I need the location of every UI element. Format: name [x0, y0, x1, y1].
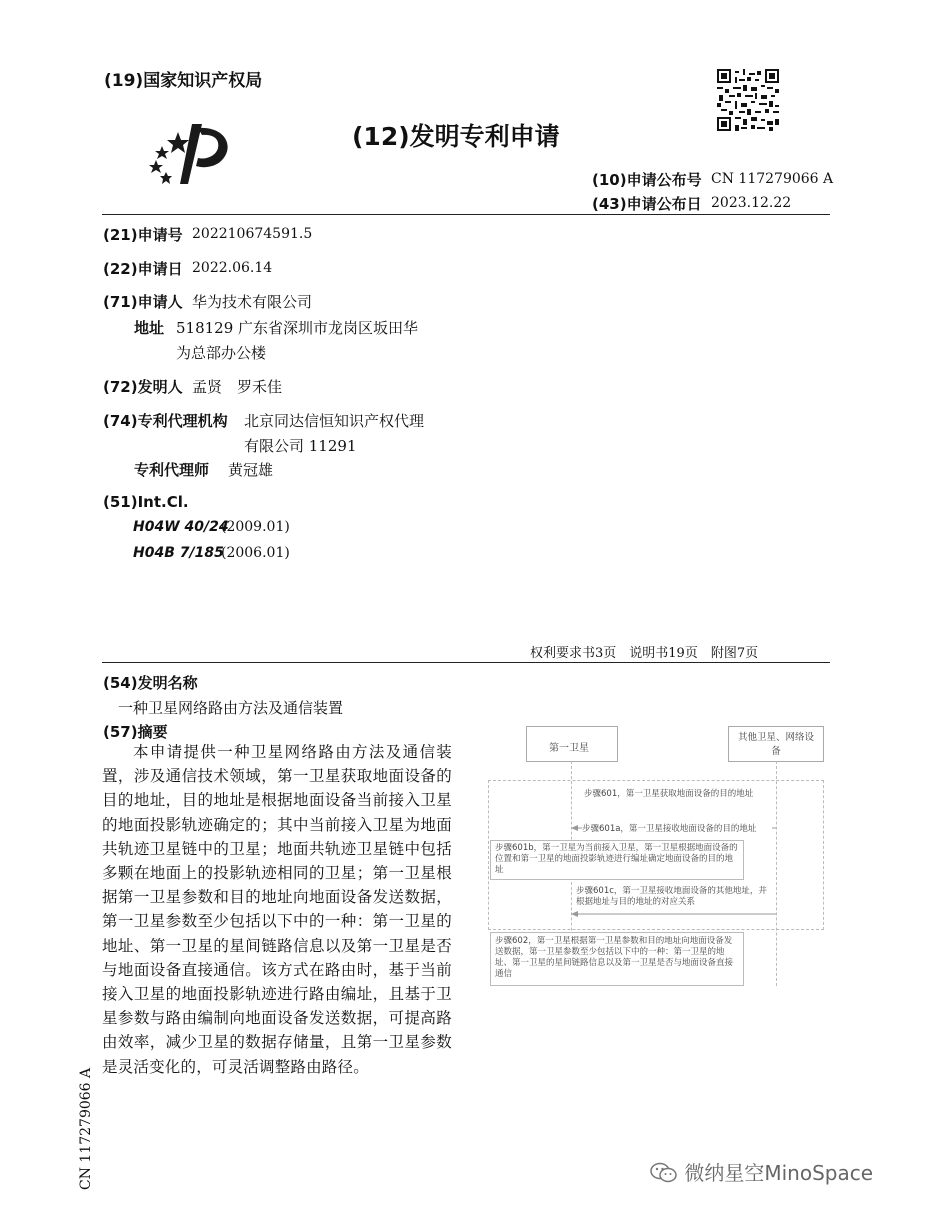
entity-box-first-satellite: [526, 726, 618, 762]
pub-date-value: 2023.12.22: [711, 195, 792, 211]
address-label: 地址: [134, 319, 165, 337]
step601c-label: 步骤601c，第一卫星接收地面设备的其他地址，并根据地址与目的地址的对应关系: [576, 886, 767, 907]
app-no-value: 202210674591.5: [192, 226, 313, 242]
title-label: (54)发明名称: [103, 674, 198, 692]
inventor-label: (72)发明人: [103, 378, 183, 396]
qr-code-icon: [717, 69, 779, 131]
app-date-value: 2022.06.14: [192, 260, 273, 276]
pages-rule: [102, 662, 830, 663]
inventor-value: 孟贤 罗禾佳: [192, 378, 283, 396]
step601-label: 步骤601，第一卫星获取地面设备的目的地址: [584, 789, 754, 799]
step601b-box: [490, 840, 744, 880]
ipc-date-2: (2006.01): [221, 545, 290, 561]
abstract-label: (57)摘要: [103, 723, 168, 741]
abstract-text: 本申请提供一种卫星网络路由方法及通信装置，涉及通信技术领域，第一卫星获取地面设备的目的地址，目的地址是根据地面设备当前接入卫星的地面投影轨迹确定的；其中当前接入卫星为地面共轨迹卫星链中的卫星；地面共轨迹卫星链中包括多颗在地面上的投影轨迹相同的卫星；第一卫星根据第一卫星参数和目的地址向地面设备发送数据，第一卫星参数至少包括以下中的一种：第一卫星的地址、第一卫星的星间链路信息以及第一卫星是否与地面设备直接通信。该方式在路由时，基于当前接入卫星的地面投影轨迹进行路由编址，且基于卫星参数与路由编制向地面设备发送数据，可提高路由效率，减少卫星的数据存储量，且第一卫星参数是灵活变化的，可灵活调整路由路径。: [102, 743, 452, 1076]
agency-label: (74)专利代理机构: [103, 412, 228, 430]
entity-box-other: [728, 726, 824, 762]
ipc-date-1: (2009.01): [221, 519, 290, 535]
app-no-label: (21)申请号: [103, 226, 183, 244]
office-name: (19)国家知识产权局: [104, 71, 263, 91]
pub-no-label: (10)申请公布号: [592, 171, 702, 189]
arrow-601c-icon: [571, 910, 777, 918]
pub-no-value: CN 117279066 A: [711, 171, 834, 187]
invention-title: 一种卫星网络路由方法及通信装置: [118, 699, 344, 717]
applicant-label: (71)申请人: [103, 293, 183, 311]
address-line-1: 518129 广东省深圳市龙岗区坂田华: [176, 319, 419, 337]
agent-value: 黄冠雄: [228, 461, 274, 479]
step602-box: [490, 932, 744, 986]
watermark-text: 微纳星空MinoSpace: [684, 1161, 874, 1185]
vertical-pub-number: CN 117279066 A: [78, 1067, 94, 1190]
step601b-label: 步骤601b，第一卫星为当前接入卫星，第一卫星根据地面设备的位置和第一卫星的地面投影轨迹进行编址确定地面设备的目的地址: [495, 843, 738, 875]
intcl-label: (51)Int.Cl.: [103, 493, 189, 511]
agency-line-1: 北京同达信恒知识产权代理: [244, 412, 425, 430]
pages-info: 权利要求书3页 说明书19页 附图7页: [530, 646, 759, 661]
document-type: (12)发明专利申请: [352, 122, 560, 151]
ipc-code-2: H04B 7/185: [133, 545, 224, 561]
abstract-figure: [486, 724, 826, 986]
app-date-label: (22)申请日: [103, 260, 183, 278]
step601a-label: 步骤601a，第一卫星接收地面设备的目的地址: [582, 822, 772, 834]
entity-other-label: 其他卫星、网络设备: [737, 732, 814, 757]
header-rule: [102, 214, 830, 215]
cnipa-emblem-icon: [140, 118, 240, 190]
ipc-code-1: H04W 40/24: [133, 519, 229, 535]
watermark: [650, 1157, 873, 1186]
entity-first-satellite-label: 第一卫星: [549, 743, 589, 754]
applicant-value: 华为技术有限公司: [192, 293, 313, 311]
address-line-2: 为总部办公楼: [176, 344, 267, 362]
agent-label: 专利代理师: [134, 461, 210, 479]
agency-line-2: 有限公司 11291: [244, 437, 357, 455]
step602-label: 步骤602，第一卫星根据第一卫星参数和目的地址向地面设备发送数据，第一卫星参数至少包括以下中的一种：第一卫星的地址、第一卫星的星间链路信息以及第一卫星是否与地面设备直接通信: [495, 936, 734, 979]
wechat-icon: [650, 1162, 678, 1184]
pub-date-label: (43)申请公布日: [592, 195, 702, 213]
